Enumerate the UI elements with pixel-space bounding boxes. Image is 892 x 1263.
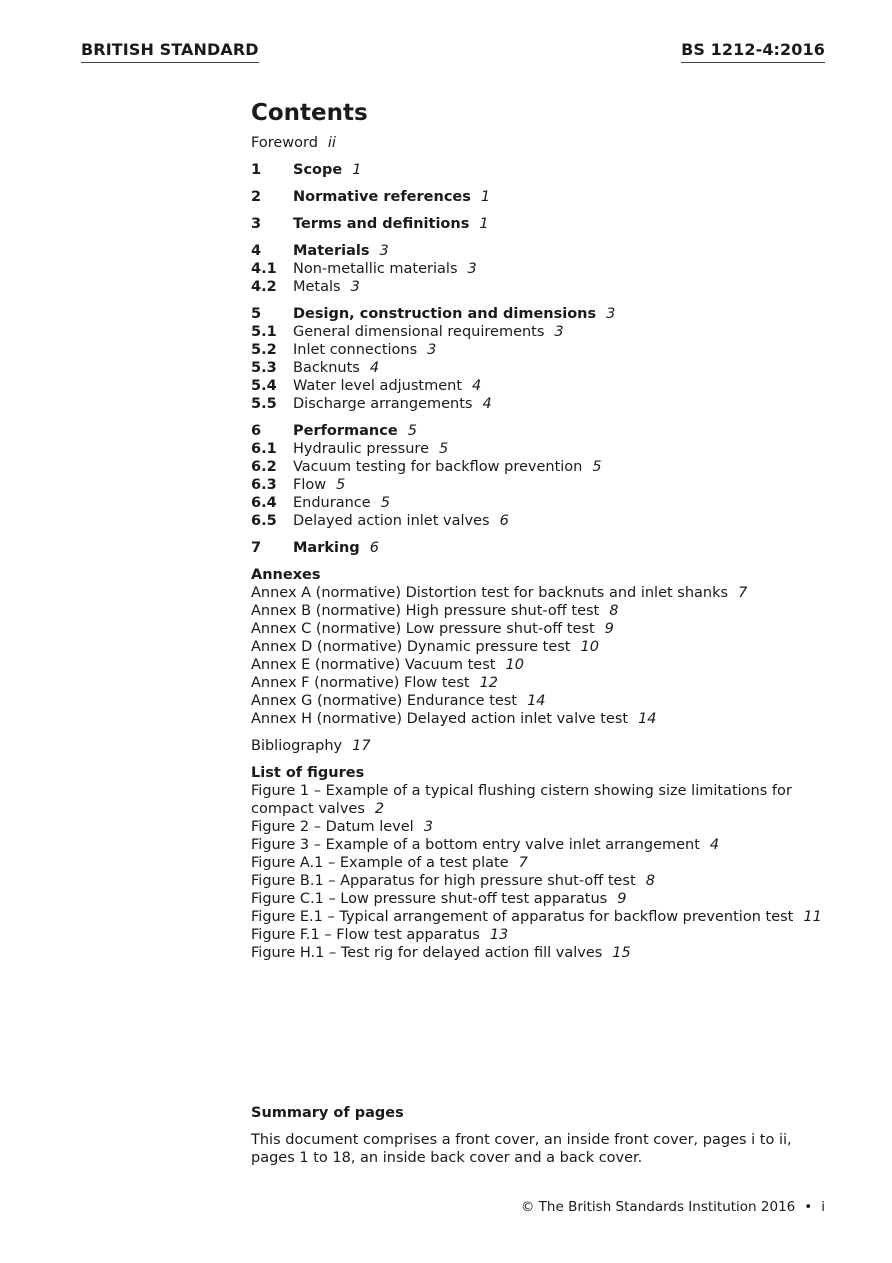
toc-subsection-5.2 bbox=[251, 341, 851, 359]
annex-title: Annex C (normative) Low pressure shut-off test bbox=[251, 621, 595, 637]
toc-subsection-number: 6.1 bbox=[251, 441, 277, 457]
toc-subsection-6.4 bbox=[251, 494, 851, 512]
table-of-contents bbox=[251, 98, 851, 962]
toc-subsection-number: 6.2 bbox=[251, 459, 277, 475]
toc-subsection-page: 3 bbox=[350, 279, 360, 295]
toc-subsection-text bbox=[293, 377, 481, 395]
toc-subsection-page: 3 bbox=[554, 324, 564, 340]
toc-subsection-title: Vacuum testing for backflow prevention bbox=[293, 459, 583, 475]
toc-subsection-page: 3 bbox=[427, 342, 437, 358]
toc-section-page: 5 bbox=[407, 423, 417, 439]
toc-subsection-title: Metals bbox=[293, 279, 341, 295]
toc-section-page: 1 bbox=[480, 189, 491, 205]
toc-section-4 bbox=[251, 242, 851, 260]
toc-group-section-4 bbox=[251, 242, 851, 296]
page-footer bbox=[521, 1199, 825, 1215]
figure-entry bbox=[251, 908, 851, 926]
toc-section-2 bbox=[251, 188, 851, 206]
toc-subsection-6.2 bbox=[251, 458, 851, 476]
toc-subsection-page: 5 bbox=[336, 477, 346, 493]
toc-subsection-5.5 bbox=[251, 395, 851, 413]
toc-subsection-number: 5.2 bbox=[251, 342, 277, 358]
toc-subsection-text bbox=[293, 278, 360, 296]
toc-group-section-2 bbox=[251, 188, 851, 206]
toc-section-text bbox=[293, 242, 389, 260]
toc-subsection-text bbox=[293, 341, 436, 359]
annex-page: 9 bbox=[604, 621, 614, 637]
toc-subsection-title: Inlet connections bbox=[293, 342, 418, 358]
toc-section-text bbox=[293, 422, 417, 440]
toc-subsection-number: 6.3 bbox=[251, 477, 277, 493]
toc-subsection-page: 4 bbox=[482, 396, 492, 412]
toc-subsection-text bbox=[293, 458, 602, 476]
contents-title: Contents bbox=[251, 100, 368, 126]
toc-section-number: 2 bbox=[251, 189, 262, 205]
toc-section-page: 1 bbox=[352, 162, 362, 178]
toc-section-title: Terms and definitions bbox=[293, 216, 470, 232]
footer-bullet: • bbox=[804, 1199, 813, 1215]
toc-subsection-number: 5.4 bbox=[251, 378, 277, 394]
toc-section-title: Design, construction and dimensions bbox=[293, 306, 597, 322]
toc-subsection-page: 6 bbox=[499, 513, 509, 529]
toc-subsection-number: 5.3 bbox=[251, 360, 277, 376]
figure-title: Figure C.1 – Low pressure shut-off test apparatus bbox=[251, 891, 608, 907]
figure-title: Figure B.1 – Apparatus for high pressure shut-off test bbox=[251, 873, 636, 889]
annex-title: Annex A (normative) Distortion test for backnuts and inlet shanks bbox=[251, 585, 729, 601]
annex-page: 10 bbox=[505, 657, 524, 673]
toc-subsection-number: 5.1 bbox=[251, 324, 277, 340]
page-number: i bbox=[821, 1199, 825, 1215]
figure-page: 9 bbox=[617, 891, 627, 907]
toc-section-5 bbox=[251, 305, 851, 323]
toc-entry-foreword bbox=[251, 134, 851, 152]
toc-section-number: 5 bbox=[251, 306, 262, 322]
figures-heading: List of figures bbox=[251, 765, 365, 781]
header-standard-label: BRITISH STANDARD bbox=[81, 40, 259, 63]
toc-subsection-page: 5 bbox=[592, 459, 602, 475]
toc-group-foreword bbox=[251, 134, 851, 152]
toc-subsection-title: Endurance bbox=[293, 495, 371, 511]
annex-entry bbox=[251, 620, 851, 638]
annex-entry bbox=[251, 710, 851, 728]
toc-subsection-5.4 bbox=[251, 377, 851, 395]
toc-subsection-page: 4 bbox=[472, 378, 482, 394]
toc-subsection-number: 6.4 bbox=[251, 495, 277, 511]
toc-section-1 bbox=[251, 161, 851, 179]
toc-section-6 bbox=[251, 422, 851, 440]
toc-subsection-4.2 bbox=[251, 278, 851, 296]
toc-section-number: 3 bbox=[251, 216, 262, 232]
toc-subsection-title: Hydraulic pressure bbox=[293, 441, 429, 457]
figure-entry bbox=[251, 818, 851, 836]
figure-entry bbox=[251, 782, 811, 818]
toc-subsection-page: 4 bbox=[369, 360, 380, 376]
figure-entry bbox=[251, 836, 851, 854]
toc-section-text bbox=[293, 305, 615, 323]
toc-subsection-page: 3 bbox=[467, 261, 477, 277]
figure-title: Figure 1 – Example of a typical flushing cistern showing size limitations for compact valves bbox=[251, 783, 792, 817]
toc-entry-page: ii bbox=[327, 135, 336, 151]
toc-section-title: Scope bbox=[293, 162, 343, 178]
toc-section-7 bbox=[251, 539, 851, 557]
annex-title: Annex F (normative) Flow test bbox=[251, 675, 470, 691]
toc-subsection-title: Flow bbox=[293, 477, 327, 493]
toc-section-title: Marking bbox=[293, 540, 360, 556]
figure-page: 13 bbox=[489, 927, 509, 943]
figure-page: 8 bbox=[645, 873, 655, 889]
annex-entry bbox=[251, 602, 851, 620]
toc-subsection-number: 4.1 bbox=[251, 261, 277, 277]
toc-group-bibliography bbox=[251, 737, 851, 755]
annex-page: 14 bbox=[527, 693, 546, 709]
toc-subsection-text bbox=[293, 395, 492, 413]
toc-subsection-page: 5 bbox=[439, 441, 449, 457]
toc-entry-title: Foreword bbox=[251, 135, 318, 151]
figure-title: Figure A.1 – Example of a test plate bbox=[251, 855, 509, 871]
figure-title: Figure H.1 – Test rig for delayed action fill valves bbox=[251, 945, 603, 961]
summary-of-pages bbox=[251, 1104, 831, 1167]
figure-page: 7 bbox=[518, 855, 528, 871]
toc-body bbox=[251, 134, 851, 962]
figure-title: Figure F.1 – Flow test apparatus bbox=[251, 927, 480, 943]
toc-subsection-text bbox=[293, 359, 379, 377]
toc-group-section-5 bbox=[251, 305, 851, 413]
toc-group-section-1 bbox=[251, 161, 851, 179]
toc-subsection-title: Backnuts bbox=[293, 360, 360, 376]
annexes-heading: Annexes bbox=[251, 567, 321, 583]
toc-subsection-number: 6.5 bbox=[251, 513, 277, 529]
toc-section-text bbox=[293, 539, 379, 557]
toc-subsection-6.3 bbox=[251, 476, 851, 494]
header-standard-number: BS 1212-4:2016 bbox=[681, 40, 825, 63]
figure-entry bbox=[251, 926, 851, 944]
toc-subsection-title: Delayed action inlet valves bbox=[293, 513, 490, 529]
toc-subsection-text bbox=[293, 323, 564, 341]
toc-section-page: 3 bbox=[379, 243, 389, 259]
toc-section-page: 6 bbox=[369, 540, 379, 556]
figure-title: Figure 2 – Datum level bbox=[251, 819, 414, 835]
bibliography-page: 17 bbox=[352, 738, 371, 754]
toc-entry-bibliography bbox=[251, 737, 851, 755]
annex-entry bbox=[251, 656, 851, 674]
annex-page: 12 bbox=[479, 675, 499, 691]
figure-page: 11 bbox=[803, 909, 822, 925]
copyright-text: © The British Standards Institution 2016 bbox=[520, 1199, 796, 1215]
toc-subsection-title: Water level adjustment bbox=[293, 378, 463, 394]
annex-page: 7 bbox=[738, 585, 748, 601]
annex-entry bbox=[251, 674, 851, 692]
figure-page: 2 bbox=[374, 801, 385, 817]
annex-title: Annex G (normative) Endurance test bbox=[251, 693, 518, 709]
toc-section-number: 7 bbox=[251, 540, 262, 556]
toc-section-3 bbox=[251, 215, 851, 233]
annex-title: Annex B (normative) High pressure shut-off test bbox=[251, 603, 600, 619]
toc-group-section-7 bbox=[251, 539, 851, 557]
toc-subsection-number: 5.5 bbox=[251, 396, 277, 412]
figure-entry bbox=[251, 872, 851, 890]
figure-page: 4 bbox=[709, 837, 720, 853]
figure-page: 3 bbox=[423, 819, 433, 835]
annex-page: 8 bbox=[609, 603, 619, 619]
toc-section-page: 3 bbox=[606, 306, 616, 322]
toc-section-number: 6 bbox=[251, 423, 262, 439]
toc-section-text bbox=[293, 188, 490, 206]
toc-subsection-text bbox=[293, 476, 345, 494]
annex-title: Annex E (normative) Vacuum test bbox=[251, 657, 496, 673]
annex-title: Annex H (normative) Delayed action inlet valve test bbox=[251, 711, 629, 727]
toc-subsection-6.1 bbox=[251, 440, 851, 458]
summary-text: This document comprises a front cover, an inside front cover, pages i to ii, pages 1 to 18, an inside back cover and a back cover. bbox=[251, 1132, 792, 1166]
figure-entry bbox=[251, 890, 851, 908]
toc-subsection-number: 4.2 bbox=[251, 279, 277, 295]
toc-subsection-title: Discharge arrangements bbox=[293, 396, 473, 412]
toc-section-page: 1 bbox=[479, 216, 489, 232]
toc-section-title: Materials bbox=[293, 243, 370, 259]
toc-subsection-5.3 bbox=[251, 359, 851, 377]
summary-heading: Summary of pages bbox=[251, 1105, 404, 1121]
figure-title: Figure 3 – Example of a bottom entry valve inlet arrangement bbox=[251, 837, 700, 853]
figure-entry bbox=[251, 854, 851, 872]
annex-entry bbox=[251, 584, 851, 602]
toc-group-figures bbox=[251, 764, 851, 962]
annex-entry bbox=[251, 692, 851, 710]
toc-subsection-text bbox=[293, 512, 509, 530]
toc-section-number: 4 bbox=[251, 243, 262, 259]
toc-section-text bbox=[293, 161, 361, 179]
toc-section-text bbox=[293, 215, 489, 233]
annex-title: Annex D (normative) Dynamic pressure test bbox=[251, 639, 571, 655]
toc-group-section-6 bbox=[251, 422, 851, 530]
toc-subsection-5.1 bbox=[251, 323, 851, 341]
toc-subsection-page: 5 bbox=[380, 495, 390, 511]
toc-section-number: 1 bbox=[251, 162, 262, 178]
toc-section-title: Performance bbox=[293, 423, 398, 439]
figure-entry bbox=[251, 944, 851, 962]
figure-title: Figure E.1 – Typical arrangement of apparatus for backflow prevention test bbox=[251, 909, 794, 925]
toc-group-annexes bbox=[251, 566, 851, 728]
annex-page: 14 bbox=[638, 711, 657, 727]
annex-page: 10 bbox=[580, 639, 599, 655]
toc-subsection-title: Non-metallic materials bbox=[293, 261, 458, 277]
toc-group-section-3 bbox=[251, 215, 851, 233]
toc-subsection-text bbox=[293, 260, 477, 278]
toc-subsection-4.1 bbox=[251, 260, 851, 278]
annex-entry bbox=[251, 638, 851, 656]
toc-subsection-title: General dimensional requirements bbox=[293, 324, 545, 340]
toc-subsection-text bbox=[293, 440, 448, 458]
bibliography-label: Bibliography bbox=[251, 738, 343, 754]
figure-page: 15 bbox=[612, 945, 631, 961]
toc-section-title: Normative references bbox=[293, 189, 471, 205]
toc-subsection-text bbox=[293, 494, 390, 512]
toc-subsection-6.5 bbox=[251, 512, 851, 530]
